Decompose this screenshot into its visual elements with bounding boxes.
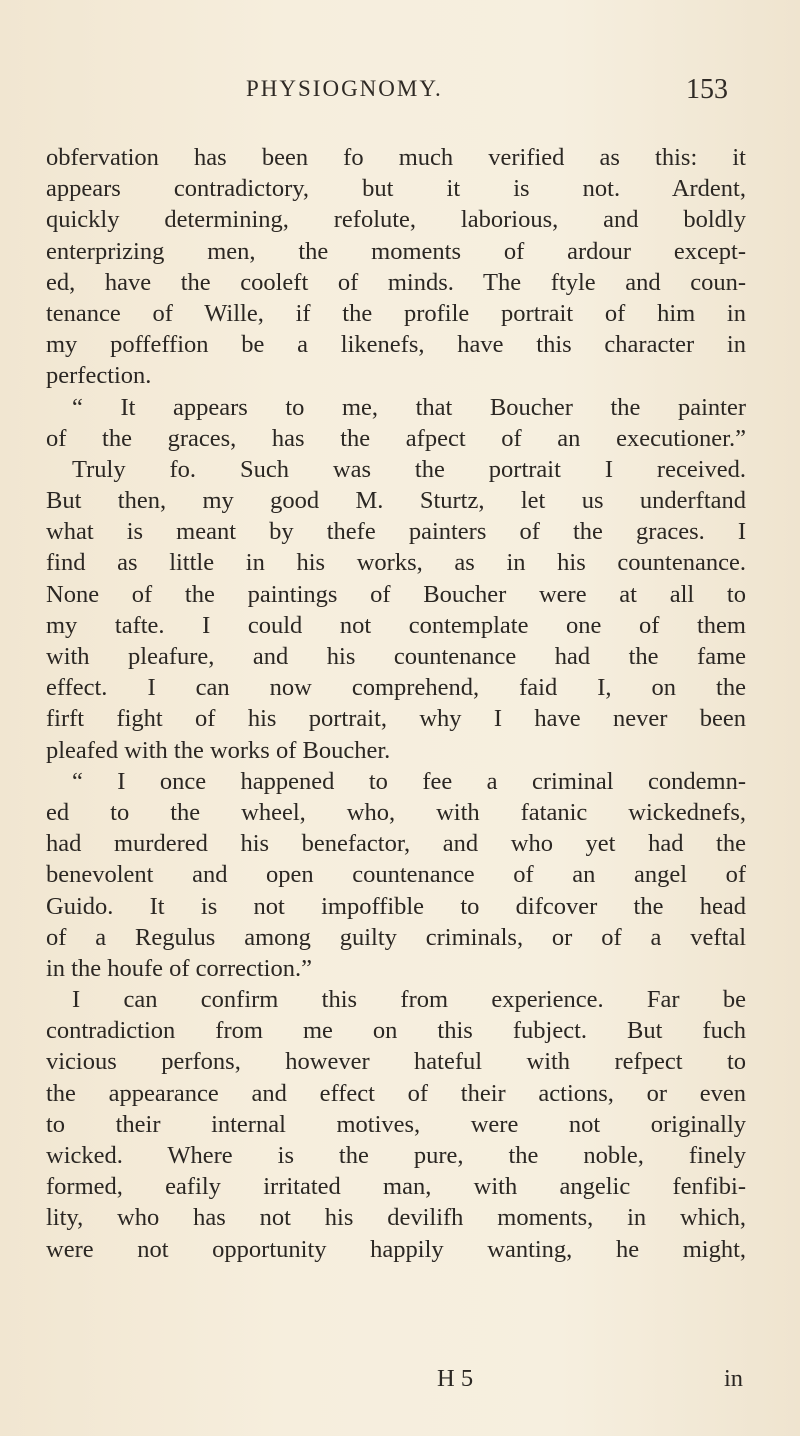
text-line: Truly fo. Such was the portrait I received.	[72, 455, 746, 483]
running-head: PHYSIOGNOMY.	[246, 76, 443, 101]
text-line: my poffeffion be a likenefs, have this character in	[46, 331, 746, 359]
text-line: my tafte. I could not contemplate one of them	[46, 611, 746, 639]
text-line: lity, who has not his devilifh moments, in which,	[46, 1204, 746, 1232]
text-line: the appearance and effect of their actions, or even	[46, 1079, 746, 1107]
text-line: formed, eafily irritated man, with angelic fenfibi-	[46, 1173, 746, 1201]
catchword: in	[724, 1365, 744, 1392]
text-line: in the houfe of correction.”	[46, 954, 312, 982]
text-line: tenance of Wille, if the profile portrait of him in	[46, 299, 746, 327]
text-line: obfervation has been fo much verified as this: it	[46, 144, 746, 171]
text-line: what is meant by thefe painters of the graces. I	[46, 518, 746, 546]
text-line: I can confirm this from experience. Far be	[72, 986, 746, 1014]
text-line: But then, my good M. Sturtz, let us underftand	[46, 487, 746, 515]
text-line: of a Regulus among guilty criminals, or of a veftal	[46, 923, 746, 951]
page-footer	[0, 1365, 800, 1399]
text-line: appears contradictory, but it is not. Ardent,	[46, 175, 746, 203]
text-line: ed, have the cooleft of minds. The ftyle and coun-	[46, 268, 746, 296]
text-line: firft fight of his portrait, why I have never been	[46, 705, 746, 733]
page-header	[0, 72, 800, 112]
text-line: pleafed with the works of Boucher.	[46, 736, 391, 764]
text-line: perfection.	[46, 362, 152, 390]
text-line: with pleafure, and his countenance had the fame	[46, 643, 746, 670]
text-line: wicked. Where is the pure, the noble, finely	[46, 1142, 746, 1169]
text-line: to their internal motives, were not originally	[46, 1110, 746, 1138]
text-line: find as little in his works, as in his countenance.	[46, 549, 746, 577]
body-text	[46, 142, 746, 1265]
text-line: “ I once happened to fee a criminal condemn-	[72, 767, 746, 795]
text-line: were not opportunity happily wanting, he might,	[46, 1235, 746, 1263]
text-line: ed to the wheel, who, with fatanic wickednefs,	[46, 798, 746, 826]
text-line: contradiction from me on this fubject. But fuch	[46, 1017, 746, 1045]
text-line: “ It appears to me, that Boucher the painter	[72, 393, 746, 421]
text-line: enterprizing men, the moments of ardour except-	[46, 237, 746, 265]
page-number: 153	[686, 74, 728, 105]
text-line: quickly determining, refolute, laborious, and boldly	[46, 206, 746, 234]
signature-mark: H 5	[437, 1365, 474, 1392]
text-line: vicious perfons, however hateful with refpect to	[46, 1048, 746, 1076]
text-line: effect. I can now comprehend, faid I, on the	[46, 674, 746, 702]
text-line: None of the paintings of Boucher were at all to	[46, 580, 746, 608]
text-line: of the graces, has the afpect of an executioner.”	[46, 424, 746, 452]
text-line: Guido. It is not impoffible to difcover the head	[46, 892, 746, 920]
text-line: had murdered his benefactor, and who yet had the	[46, 830, 746, 858]
text-line: benevolent and open countenance of an angel of	[46, 861, 746, 889]
